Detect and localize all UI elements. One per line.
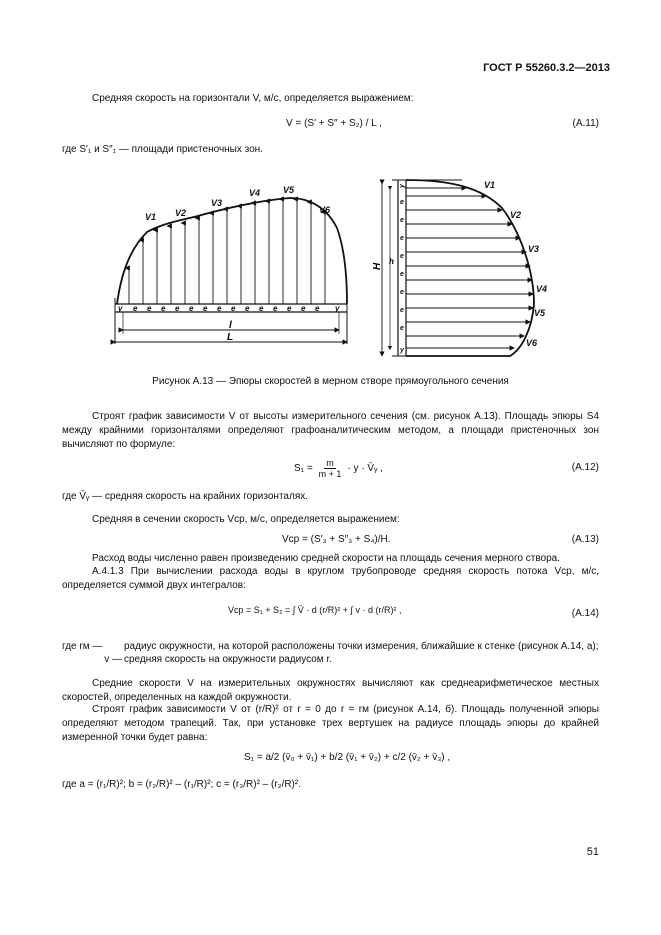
label-v3-left: V3 [211, 198, 223, 208]
eq-a12-denominator: m + 1 [318, 469, 342, 479]
def-rm-symbol: где rм — [62, 641, 103, 652]
eq-a12-fraction [317, 458, 344, 479]
seg-e: e [161, 304, 166, 313]
paragraph-wall-zones: где S′₁ и S″₁ — площади пристеночных зон. [62, 144, 263, 155]
figure-caption: Рисунок А.13 — Эпюры скоростей в мерном створе прямоугольного сечения [152, 376, 509, 387]
label-v3-right: V3 [528, 244, 540, 254]
seg-e: e [287, 304, 292, 313]
seg-e: e [400, 235, 404, 242]
eq-a12-numerator: m [326, 458, 334, 468]
equation-a13-number: (А.13) [571, 534, 599, 545]
seg-e: e [147, 304, 152, 313]
label-v1-left: V1 [145, 212, 157, 222]
equation-a12 [294, 458, 383, 479]
seg-y-left-end: y [335, 304, 340, 313]
seg-e: e [400, 289, 404, 296]
label-v6-right: V6 [526, 338, 538, 348]
eq-a12-right: · y · V̄ᵧ , [347, 463, 383, 474]
equation-a13: Vср = (S′₃ + S″₃ + S₄)/H. [282, 534, 391, 545]
seg-e: e [273, 304, 278, 313]
paragraph-plot-dependence: Строят график зависимости V от высоты измерительного сечения (см. рисунок А.13). Площадь эпюры S4 между крайними горизонталями определяют графоаналитическим методом, а площади пристеночных зон вычисляют по формуле: [62, 411, 599, 450]
dim-h-label: h [389, 257, 394, 266]
seg-e: e [400, 217, 404, 224]
paragraph-avg-speeds-circles: Средние скорости V на измерительных окружностях вычисляют как среднеарифметическое местных скоростей, определенных на каждой окружности. [62, 678, 599, 703]
seg-e: e [203, 304, 208, 313]
seg-e: e [400, 307, 404, 314]
seg-e: e [245, 304, 250, 313]
seg-e: e [231, 304, 236, 313]
seg-e: e [400, 199, 404, 206]
velocity-profile-vertical-figure [362, 174, 552, 364]
paragraph-edge-speed: где V̄ᵧ — средняя скорость на крайних горизонталях. [62, 491, 309, 502]
dim-l-label: l [229, 320, 232, 331]
seg-e: e [400, 325, 404, 332]
velocity-profile-horizontal-figure [105, 180, 355, 350]
def-v-symbol: v — [104, 654, 122, 665]
equation-a11: V = (S′ + S″ + S₂) / L , [286, 118, 382, 129]
label-v5-right: V5 [534, 308, 546, 318]
equation-a12-number: (А.12) [571, 462, 599, 473]
equation-trapezoid: S₁ = a/2 (v̄₀ + v̄₁) + b/2 (v̄₁ + v̄₂) + c/2 (v̄₂ + v̄₃) , [244, 752, 451, 763]
seg-e: e [315, 304, 320, 313]
seg-y-right-bottom: y [400, 347, 404, 354]
paragraph-a413: А.4.1.3 При вычислении расхода воды в круглом трубопроводе средняя скорость потока Vср, м/с, определяется суммой двух интегралов: [62, 566, 599, 591]
paragraph-avg-speed-horizontal: Средняя скорость на горизонтали V, м/с, определяется выражением: [92, 93, 414, 104]
document-number: ГОСТ Р 55260.3.2—2013 [483, 62, 610, 74]
seg-e: e [400, 253, 404, 260]
label-v6-left: V6 [319, 205, 331, 215]
paragraph-coefficients: где a = (r₁/R)²; b = (r₂/R)² – (r₁/R)²; c = (r₃/R)² – (r₂/R)². [62, 779, 301, 790]
def-v-text: средняя скорость на окружности радиусом r. [124, 654, 333, 665]
seg-y-right-top: y [399, 184, 406, 188]
label-v4-left: V4 [249, 188, 261, 198]
label-v2-right: V2 [510, 210, 522, 220]
seg-e: e [133, 304, 138, 313]
paragraph-trapezoid-method: Строят график зависимости V от (r/R)² от r = 0 до r = rм (рисунок А.14, б). Площадь полученной эпюры определяют методом трапеций. Так, при установке трех вертушек на радиусе площадь эпюры до крайней измеренной точки будет равна: [62, 704, 599, 743]
seg-e: e [189, 304, 194, 313]
label-v2-left: V2 [175, 208, 187, 218]
page-number: 51 [586, 846, 599, 858]
seg-y-left-start: y [118, 304, 123, 313]
def-rm-text: радиус окружности, на которой расположены точки измерения, ближайшие к стенке (рисунок А.14, а); [124, 641, 599, 652]
dim-L-label: L [227, 332, 234, 343]
paragraph-avg-speed-section: Средняя в сечении скорость Vср, м/с, определяется выражением: [92, 514, 400, 525]
paragraph-flow-rate: Расход воды численно равен произведению средней скорости на площадь сечения мерного створа. [92, 553, 560, 564]
equation-a11-number: (А.11) [572, 118, 599, 129]
seg-e: e [175, 304, 180, 313]
seg-e: e [259, 304, 264, 313]
label-v4-right: V4 [536, 284, 548, 294]
equation-a14: Vср = S₁ + S₂ = ∫ V̄ · d (r/R)² + ∫ v · d (r/R)² , [228, 605, 402, 615]
dim-H-label: H [372, 262, 383, 270]
seg-e: e [301, 304, 306, 313]
label-v5-left: V5 [283, 185, 295, 195]
seg-e: e [400, 271, 404, 278]
seg-e: e [217, 304, 222, 313]
eq-a12-left: S₁ = [294, 463, 313, 474]
equation-a14-number: (А.14) [571, 608, 599, 619]
label-v1-right: V1 [484, 180, 496, 190]
